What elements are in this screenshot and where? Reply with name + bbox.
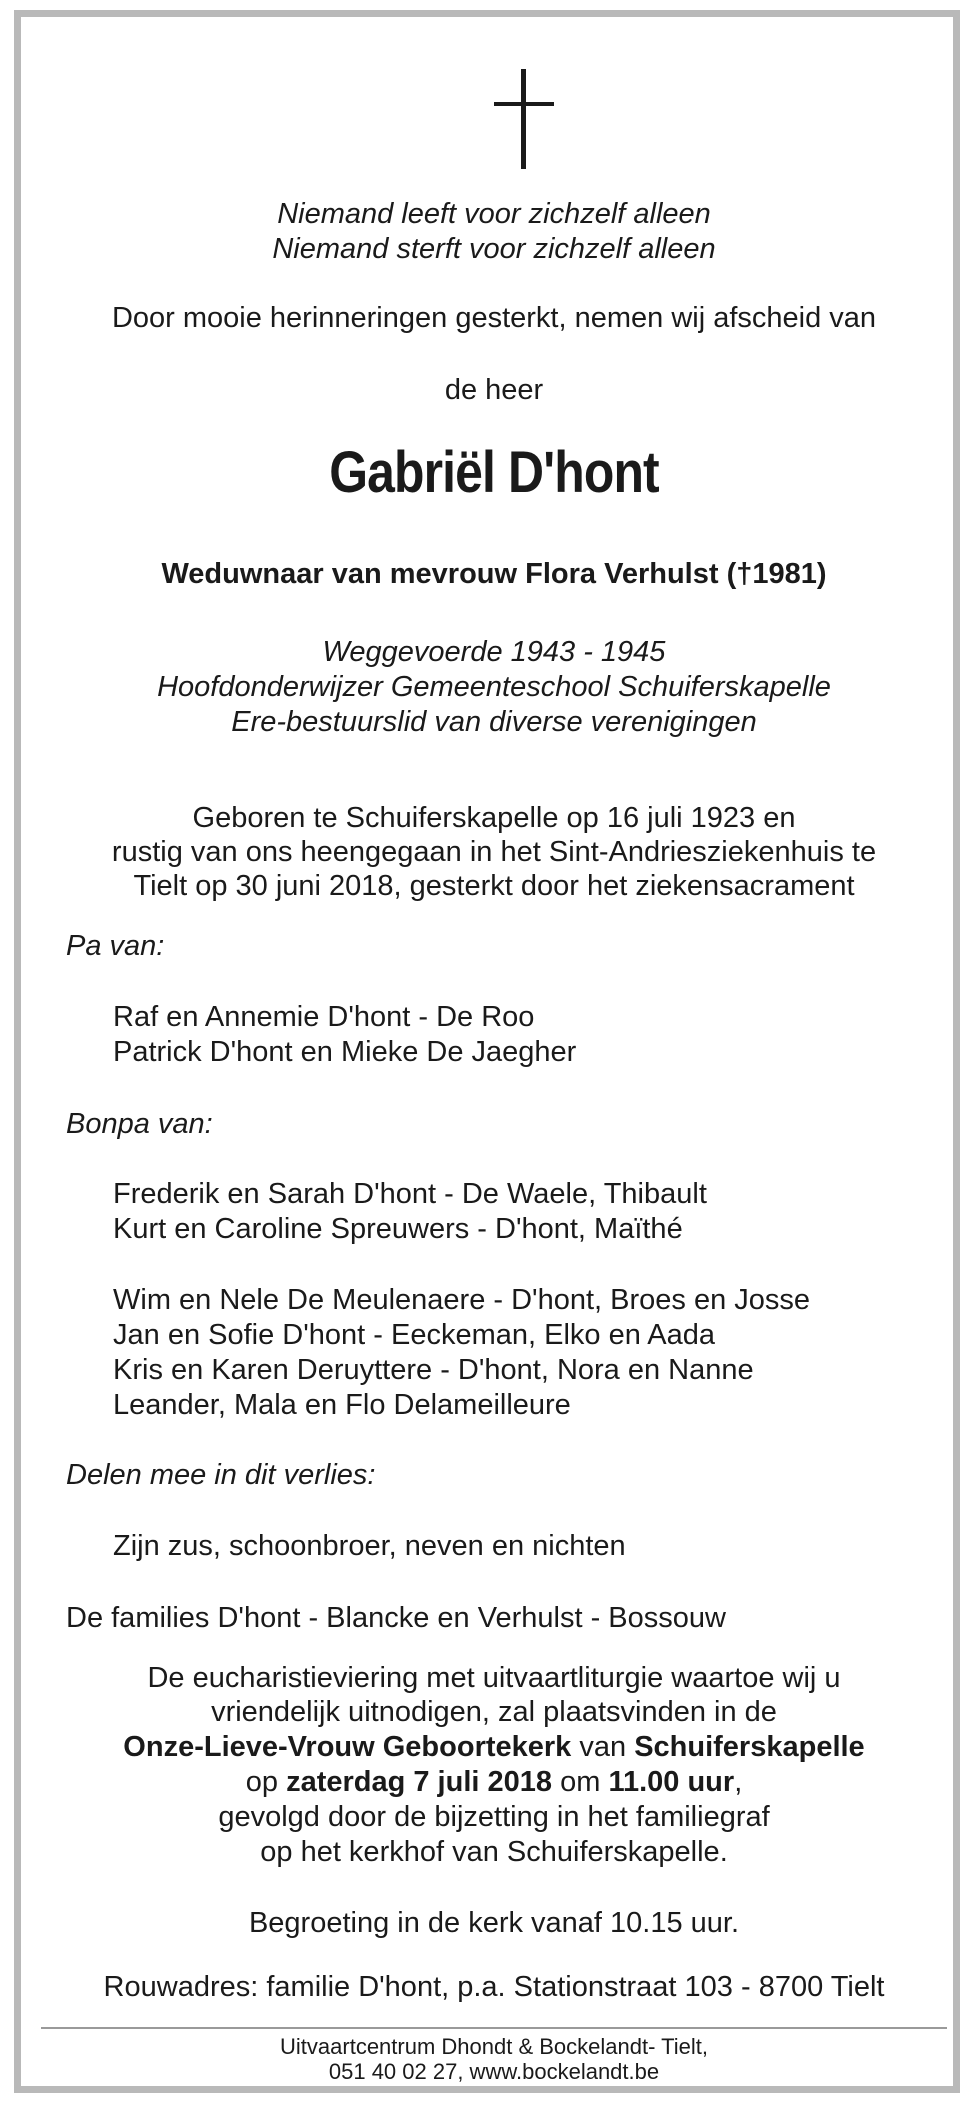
birth-death-line-2: rustig van ons heengegaan in het Sint-Andriesziekenhuis te xyxy=(111,836,877,868)
grandchild-3: Wim en Nele De Meulenaere - D'hont, Broes en Josse xyxy=(113,1284,811,1316)
role-line-1: Weggevoerde 1943 - 1945 xyxy=(322,636,666,668)
pa-label: Pa van: xyxy=(66,930,165,962)
address-line: Rouwadres: familie D'hont, p.a. Stationstraat 103 - 8700 Tielt xyxy=(103,1971,885,2003)
deceased-name: Gabriël D'hont xyxy=(329,440,659,505)
role-line-3: Ere-bestuurslid van diverse verenigingen xyxy=(231,706,757,738)
greeting-line: Begroeting in de kerk vanaf 10.15 uur. xyxy=(248,1907,740,1939)
footer-line-1: Uitvaartcentrum Dhondt & Bockelandt- Tielt, xyxy=(280,2034,708,2059)
church-place: Schuiferskapelle xyxy=(634,1731,865,1763)
siblings-line: Zijn zus, schoonbroer, neven en nichten xyxy=(113,1530,626,1562)
intro-text: Door mooie herinneringen gesterkt, nemen wij afscheid van xyxy=(111,302,877,334)
share-label: Delen mee in dit verlies: xyxy=(66,1459,376,1491)
birth-death-line-3: Tielt op 30 juni 2018, gesterkt door het ziekensacrament xyxy=(133,870,855,902)
service-line-2: vriendelijk uitnodigen, zal plaatsvinden in de xyxy=(211,1696,777,1728)
obituary-card xyxy=(14,10,960,2093)
child-2: Patrick D'hont en Mieke De Jaegher xyxy=(113,1036,577,1068)
service-line-3: Onze-Lieve-Vrouw Geboortekerk van Schuiferskapelle xyxy=(123,1731,865,1763)
title-text: de heer xyxy=(444,374,544,406)
footer-line-2: 051 40 02 27, www.bockelandt.be xyxy=(328,2059,660,2084)
grandchild-6: Leander, Mala en Flo Delameilleure xyxy=(113,1389,571,1421)
motto-line-1: Niemand leeft voor zichzelf alleen xyxy=(277,198,711,230)
cross-icon xyxy=(494,69,554,169)
service-date: zaterdag 7 juli 2018 xyxy=(286,1766,553,1798)
spouse-line: Weduwnaar van mevrouw Flora Verhulst (†1981) xyxy=(161,558,827,590)
service-time: 11.00 uur xyxy=(608,1766,735,1798)
grandchild-1: Frederik en Sarah D'hont - De Waele, Thibault xyxy=(113,1178,707,1210)
service-line-4: op zaterdag 7 juli 2018 om 11.00 uur, xyxy=(245,1766,743,1798)
grandchild-5: Kris en Karen Deruyttere - D'hont, Nora en Nanne xyxy=(113,1354,754,1386)
families-line: De families D'hont - Blancke en Verhulst - Bossouw xyxy=(66,1602,726,1634)
bonpa-label: Bonpa van: xyxy=(66,1108,213,1140)
grandchild-2: Kurt en Caroline Spreuwers - D'hont, Maïthé xyxy=(113,1213,683,1245)
grandchild-4: Jan en Sofie D'hont - Eeckeman, Elko en Aada xyxy=(113,1319,716,1351)
child-1: Raf en Annemie D'hont - De Roo xyxy=(113,1001,535,1033)
service-line-5: gevolgd door de bijzetting in het familiegraf xyxy=(218,1801,770,1833)
service-line-1: De eucharistieviering met uitvaartliturgie waartoe wij u xyxy=(147,1662,841,1694)
role-line-2: Hoofdonderwijzer Gemeenteschool Schuiferskapelle xyxy=(157,671,831,703)
church-name: Onze-Lieve-Vrouw Geboortekerk xyxy=(123,1731,572,1763)
footer-divider xyxy=(41,2027,947,2029)
service-line-6: op het kerkhof van Schuiferskapelle. xyxy=(260,1836,728,1868)
birth-death-line-1: Geboren te Schuiferskapelle op 16 juli 1923 en xyxy=(192,802,796,834)
motto-line-2: Niemand sterft voor zichzelf alleen xyxy=(272,233,716,265)
